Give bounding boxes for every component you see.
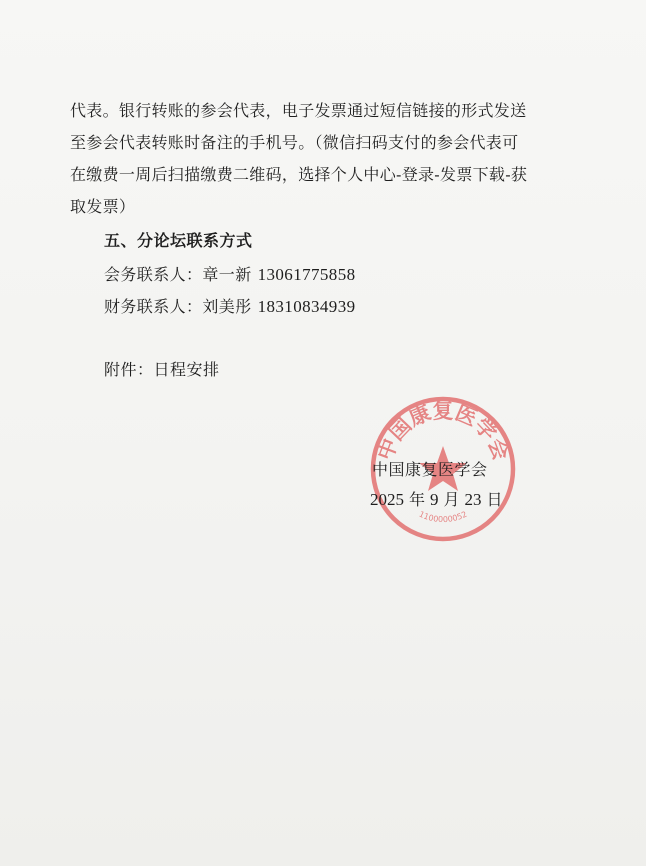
date-month-unit: 月 (443, 490, 460, 509)
seal-arc-text: 中国康复医学会 (372, 398, 514, 464)
signature-date (370, 487, 508, 510)
seal-code-text: 1100000052 (417, 509, 469, 525)
contact-label: 财务联系人：刘美彤 (104, 297, 252, 316)
contact-phone: 18310834939 (257, 297, 356, 316)
date-month: 9 (430, 490, 439, 509)
signature-organization: 中国康复医学会 (372, 460, 488, 479)
body-line: 至参会代表转账时备注的手机号。（微信扫码支付的参会代表可 (70, 133, 519, 152)
body-line: 取发票） (70, 197, 136, 216)
contact-label: 会务联系人：章一新 (104, 265, 252, 284)
body-line: 在缴费一周后扫描缴费二维码，选择个人中心-登录-发票下载-获 (70, 165, 528, 184)
date-day-unit: 日 (486, 490, 503, 509)
contact-line-meeting (104, 262, 356, 285)
body-line: 代表。银行转账的参会代表，电子发票通过短信链接的形式发送 (70, 101, 527, 120)
date-year-unit: 年 (409, 490, 426, 509)
date-year: 2025 (370, 490, 404, 509)
contact-phone: 13061775858 (257, 265, 356, 284)
date-day: 23 (464, 490, 482, 509)
body-paragraph (70, 95, 590, 223)
attachment-note: 附件：日程安排 (104, 360, 220, 379)
section-heading: 五、分论坛联系方式 (104, 231, 253, 250)
contact-line-finance (104, 294, 356, 317)
